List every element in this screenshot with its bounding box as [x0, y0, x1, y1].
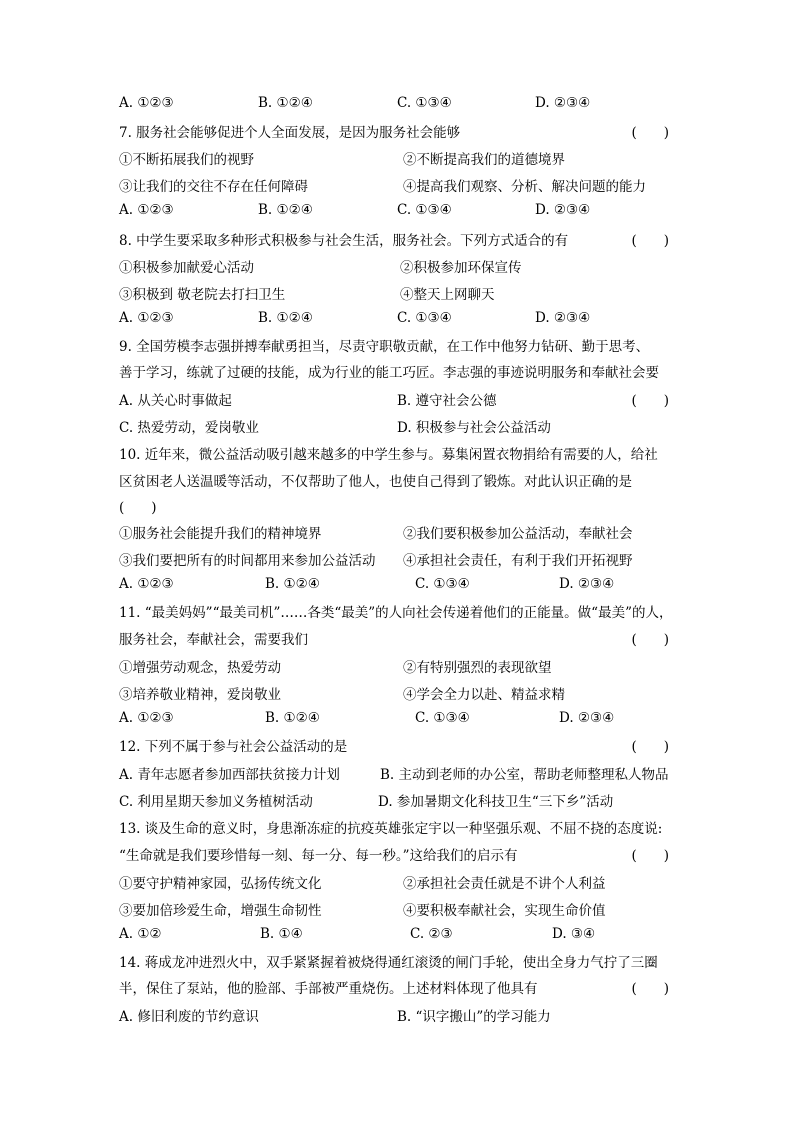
q9-option-a: A. 从关心时事做起 [119, 393, 232, 409]
q10-paren-line [0, 496, 794, 522]
q11-item-3: ③培养敬业精神，爱岗敬业 [119, 687, 281, 703]
q12-stem: 12. 下列不属于参与社会公益活动的是 [119, 739, 348, 755]
q9-stem-line-2 [0, 361, 794, 387]
q11-stem-line-1 [0, 601, 794, 627]
q10-item-2: ②我们要积极参加公益活动，奉献社会 [403, 526, 633, 542]
q13-item-4: ④要积极奉献社会，实现生命价值 [403, 903, 606, 919]
q8-answer-blank: ( ) [631, 233, 669, 249]
q13-stem-line-1 [0, 817, 794, 843]
q8-items-row1 [0, 256, 794, 282]
q10-stem-2: 区贫困老人送温暖等活动，不仅帮助了他人，也使自己得到了锻炼。对此认识正确的是 [119, 474, 632, 490]
q14-stem-2: 半，保住了泵站，他的脸部、手部被严重烧伤。上述材料体现了他具有 [119, 981, 538, 997]
q10-option-a: A. ①②③ [119, 576, 174, 592]
q13-options [0, 926, 794, 952]
q10-options [0, 576, 794, 602]
q7-options [0, 202, 794, 228]
q9-options-row2 [0, 416, 794, 442]
q14-stem-1: 14. 蒋成龙冲进烈火中，双手紧紧握着被烧得通红滚烫的闸门手轮，使出全身力气拧了三圈 [119, 955, 658, 971]
q8-option-c: C. ①③④ [397, 310, 452, 326]
q7-items-row2 [0, 175, 794, 201]
q11-stem-line-2 [0, 628, 794, 654]
q8-option-d: D. ②③④ [535, 310, 591, 326]
q11-option-a: A. ①②③ [119, 710, 174, 726]
q7-item-3: ③让我们的交往不存在任何障碍 [119, 179, 308, 195]
q13-option-b: B. ①④ [260, 926, 303, 942]
q6-option-d: D. ②③④ [535, 95, 591, 111]
q10-answer-blank: ( ) [119, 500, 157, 516]
q8-item-2: ②积极参加环保宣传 [400, 260, 522, 276]
q7-option-c: C. ①③④ [397, 202, 452, 218]
q8-item-4: ④整天上网聊天 [400, 287, 495, 303]
q8-stem-line [0, 229, 794, 255]
q13-option-a: A. ①② [119, 926, 162, 942]
q10-stem-line-1 [0, 443, 794, 469]
q8-item-1: ①积极参加献爱心活动 [119, 260, 254, 276]
q14-stem-line-2 [0, 977, 794, 1003]
q11-stem-2: 服务社会，奉献社会，需要我们 [119, 632, 308, 648]
q10-item-4: ④承担社会责任，有利于我们开拓视野 [403, 553, 633, 569]
q13-answer-blank: ( ) [631, 848, 669, 864]
q12-option-a: A. 青年志愿者参加西部扶贫接力计划 [119, 767, 340, 783]
q7-answer-blank: ( ) [631, 125, 669, 141]
q11-items-row2 [0, 683, 794, 709]
q9-stem-line-1 [0, 335, 794, 361]
q7-items-row1 [0, 148, 794, 174]
q11-item-2: ②有特别强烈的表现欲望 [403, 660, 552, 676]
q11-option-d: D. ②③④ [559, 710, 615, 726]
q12-answer-blank: ( ) [631, 739, 669, 755]
q13-items-row2 [0, 899, 794, 925]
q7-stem: 7. 服务社会能够促进个人全面发展，是因为服务社会能够 [119, 125, 461, 141]
q14-option-b: B. “识字搬山”的学习能力 [397, 1009, 551, 1025]
q6-option-a: A. ①②③ [119, 95, 174, 111]
q6-option-b: B. ①②④ [258, 95, 313, 111]
q9-option-b: B. 遵守社会公德 [397, 393, 497, 409]
q10-items-row1 [0, 522, 794, 548]
q7-option-d: D. ②③④ [535, 202, 591, 218]
q12-stem-line [0, 735, 794, 761]
q14-stem-line-1 [0, 951, 794, 977]
q8-stem: 8. 中学生要采取多种形式积极参与社会生活，服务社会。下列方式适合的有 [119, 233, 569, 249]
q11-options [0, 710, 794, 736]
q8-options [0, 310, 794, 336]
q9-answer-blank: ( ) [631, 393, 669, 409]
q7-stem-line [0, 121, 794, 147]
q11-item-4: ④学会全力以赴、精益求精 [403, 687, 565, 703]
q9-stem-2: 善于学习，练就了过硬的技能，成为行业的能工巧匠。李志强的事迹说明服务和奉献社会要 [119, 365, 659, 381]
q14-answer-blank: ( ) [631, 981, 669, 997]
q13-stem-line-2 [0, 844, 794, 870]
q11-option-c: C. ①③④ [415, 710, 470, 726]
q6-options [0, 95, 794, 121]
q8-items-row2 [0, 283, 794, 309]
q7-option-a: A. ①②③ [119, 202, 174, 218]
q9-stem-1: 9. 全国劳模李志强拼搏奉献勇担当，尽责守职敬贡献，在工作中他努力钻研、勤于思考、 [119, 339, 650, 355]
q13-stem-1: 13. 谈及生命的意义时，身患渐冻症的抗疫英雄张定宇以一种坚强乐观、不屈不挠的态度说: [119, 821, 663, 837]
q11-answer-blank: ( ) [631, 632, 669, 648]
q12-option-c: C. 利用星期天参加义务植树活动 [119, 794, 313, 810]
q12-options-row1 [0, 763, 794, 789]
q10-item-3: ③我们要把所有的时间都用来参加公益活动 [119, 553, 376, 569]
q13-items-row1 [0, 872, 794, 898]
q14-options-row1 [0, 1005, 794, 1031]
q10-option-d: D. ②③④ [559, 576, 615, 592]
q7-item-4: ④提高我们观察、分析、解决问题的能力 [403, 179, 646, 195]
q6-option-c: C. ①③④ [397, 95, 452, 111]
q13-stem-2: “生命就是我们要珍惜每一刻、每一分、每一秒。”这给我们的启示有 [119, 848, 518, 864]
q10-option-b: B. ①②④ [265, 576, 320, 592]
q13-item-2: ②承担社会责任就是不讲个人利益 [403, 876, 606, 892]
q11-option-b: B. ①②④ [265, 710, 320, 726]
q11-item-1: ①增强劳动观念，热爱劳动 [119, 660, 281, 676]
q11-stem-1: 11. “最美妈妈”“最美司机”……各类“最美”的人向社会传递着他们的正能量。做“最美”的人， [119, 605, 673, 621]
q10-item-1: ①服务社会能提升我们的精神境界 [119, 526, 322, 542]
q9-option-c: C. 热爱劳动，爱岗敬业 [119, 420, 259, 436]
q11-items-row1 [0, 656, 794, 682]
q9-option-d: D. 积极参与社会公益活动 [397, 420, 551, 436]
q12-option-b: B. 主动到老师的办公室，帮助老师整理私人物品 [380, 767, 669, 783]
q12-option-d: D. 参加暑期文化科技卫生“三下乡”活动 [378, 794, 614, 810]
q13-item-1: ①要守护精神家园，弘扬传统文化 [119, 876, 322, 892]
q10-option-c: C. ①③④ [415, 576, 470, 592]
q10-stem-line-2 [0, 470, 794, 496]
q10-stem-1: 10. 近年来，微公益活动吸引越来越多的中学生参与。募集闲置衣物捐给有需要的人，给社 [119, 447, 658, 463]
q8-option-b: B. ①②④ [258, 310, 313, 326]
q13-option-c: C. ②③ [410, 926, 453, 942]
q10-items-row2 [0, 549, 794, 575]
q8-option-a: A. ①②③ [119, 310, 174, 326]
q9-options-row1 [0, 389, 794, 415]
q14-option-a: A. 修旧利废的节约意识 [119, 1009, 259, 1025]
q8-item-3: ③积极到 敬老院去打扫卫生 [119, 287, 286, 303]
q7-option-b: B. ①②④ [258, 202, 313, 218]
q7-item-1: ①不断拓展我们的视野 [119, 152, 254, 168]
q7-item-2: ②不断提高我们的道德境界 [403, 152, 565, 168]
q13-option-d: D. ③④ [552, 926, 596, 942]
q12-options-row2 [0, 790, 794, 816]
q13-item-3: ③要加倍珍爱生命，增强生命韧性 [119, 903, 322, 919]
